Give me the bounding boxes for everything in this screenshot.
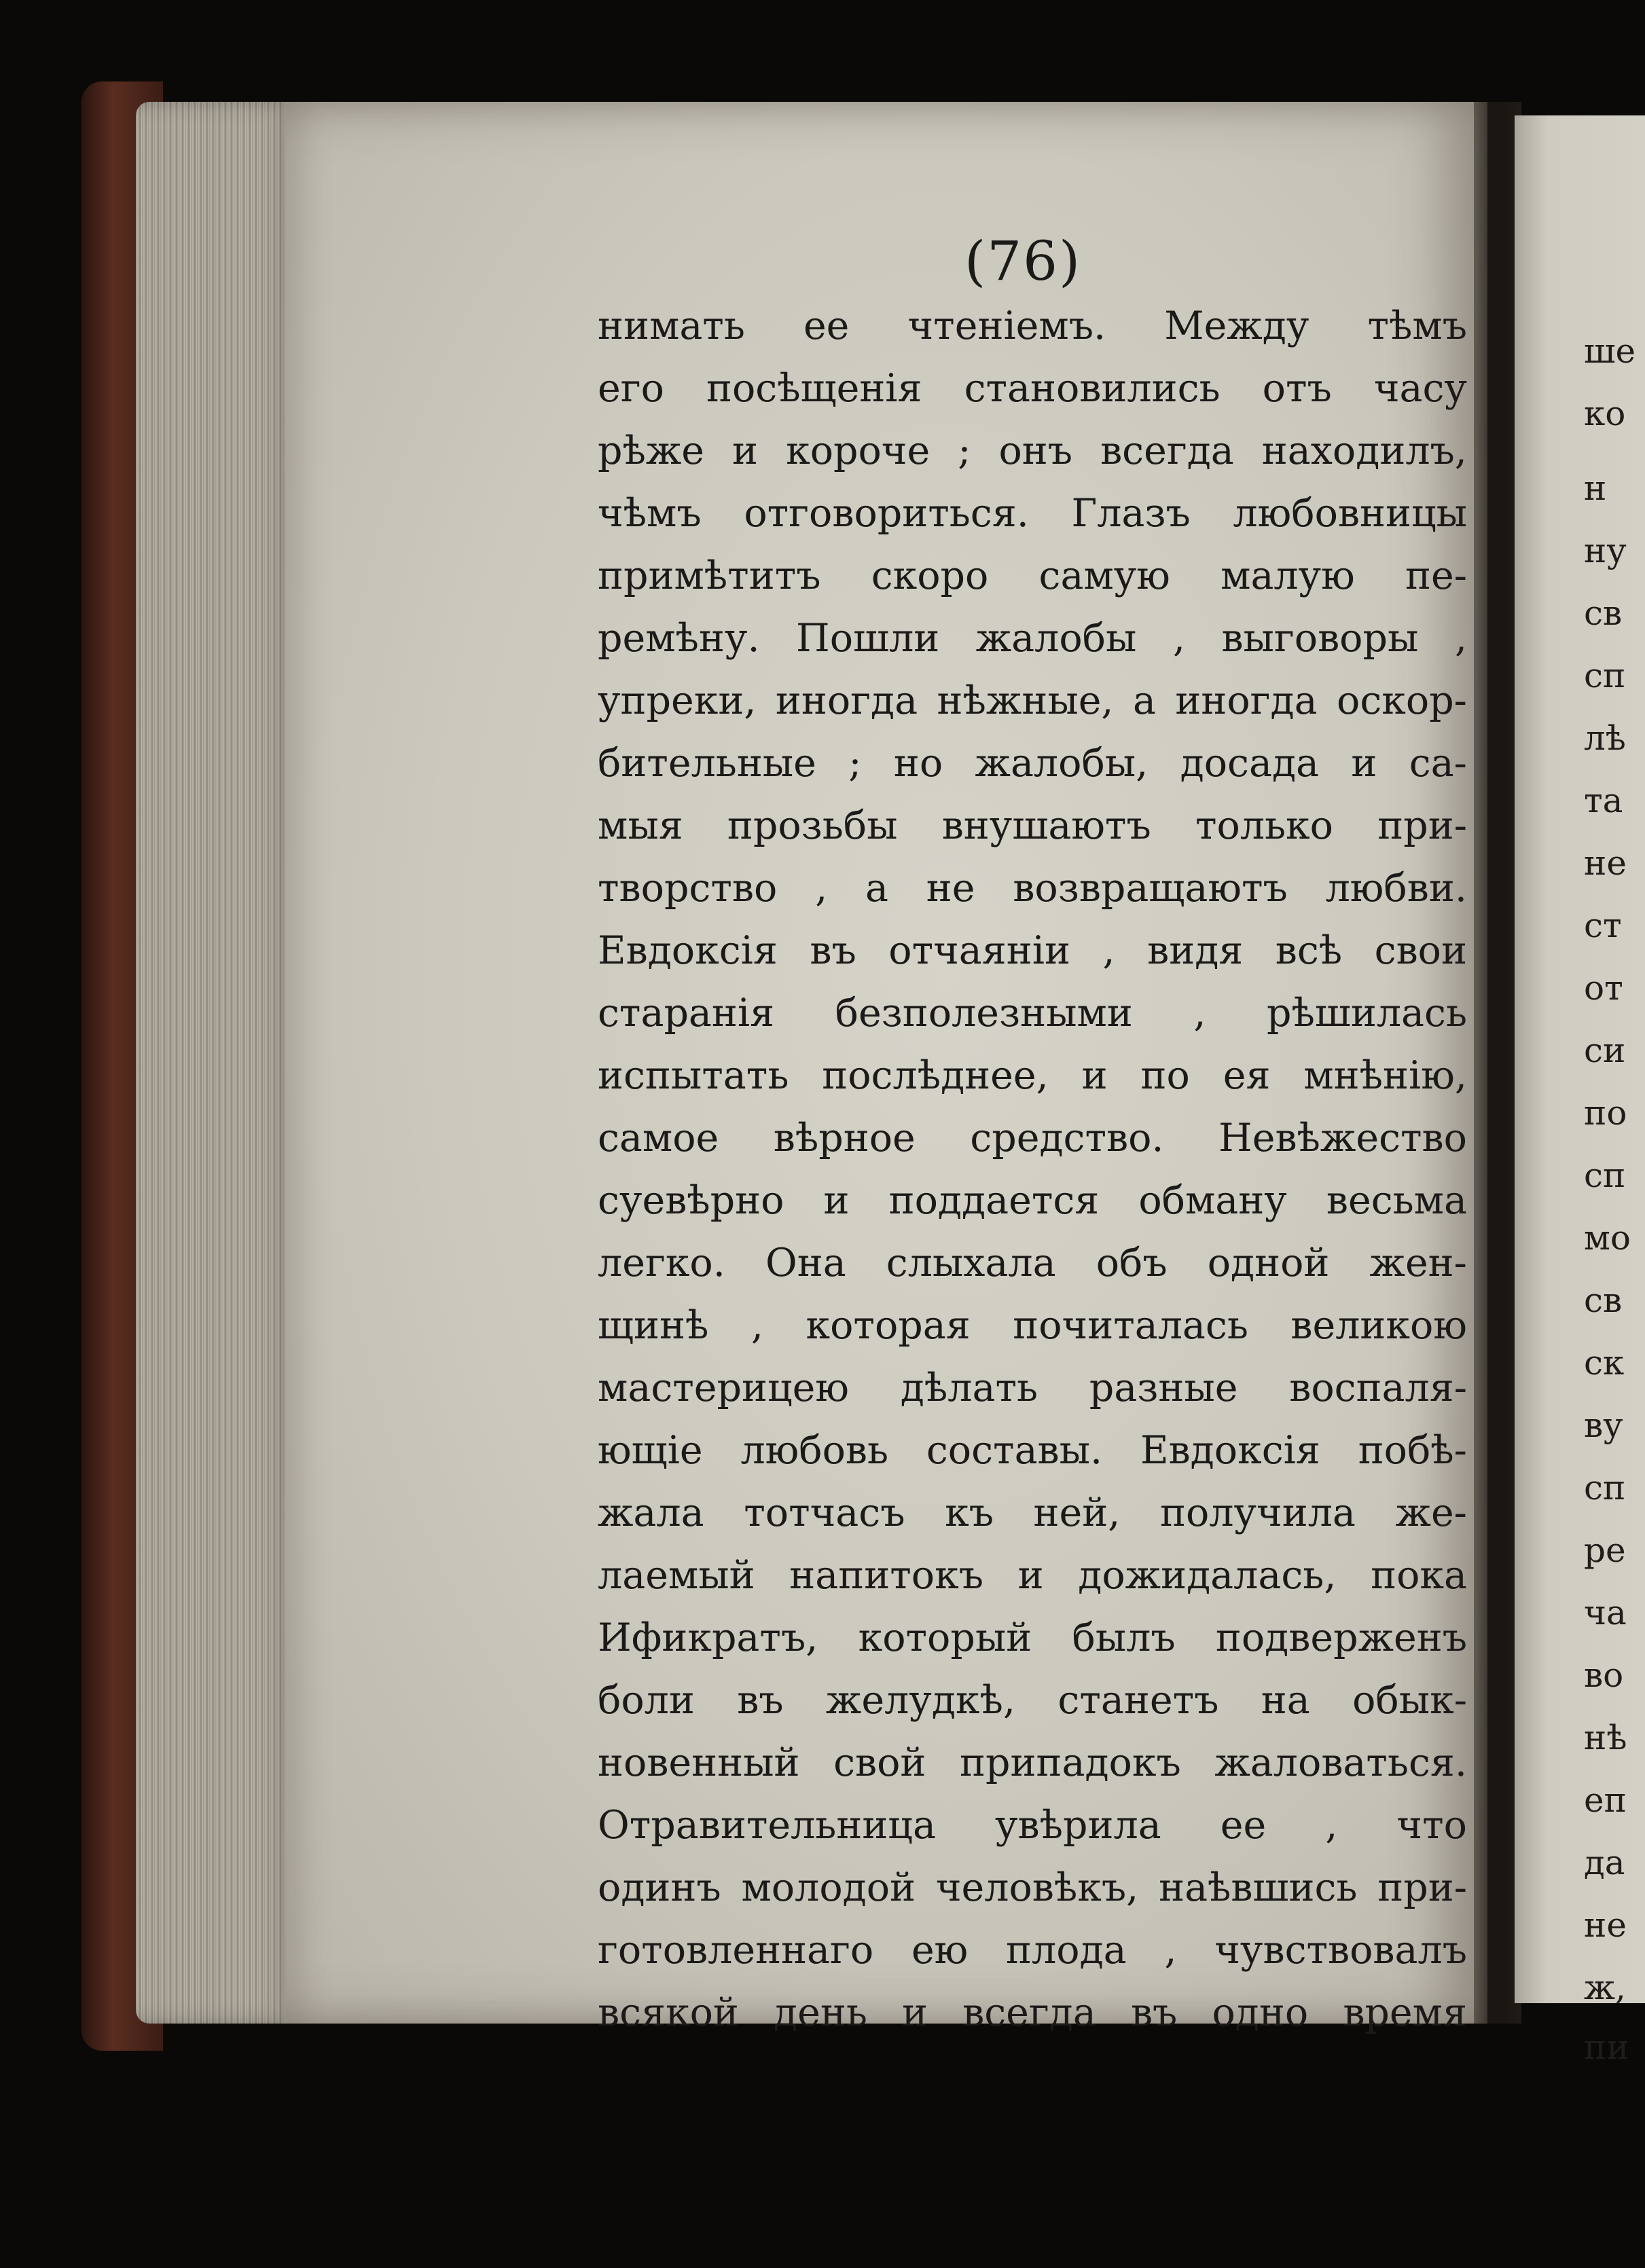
- facing-fragment: та: [1584, 781, 1623, 820]
- text-line: самое вѣрное средство. Невѣжество: [598, 1116, 1467, 1160]
- text-line: рѣже и короче ; онъ всегда находилъ,: [598, 428, 1467, 473]
- facing-fragment: от: [1584, 968, 1623, 1008]
- text-line: щинѣ , которая почиталась великою: [598, 1303, 1467, 1348]
- text-line: мыя прозьбы внушаютъ только при-: [598, 803, 1467, 848]
- facing-fragment: по: [1584, 1093, 1627, 1133]
- facing-fragment: си: [1584, 1031, 1626, 1070]
- text-line: боли въ желудкѣ, станетъ на обык-: [598, 1678, 1467, 1723]
- text-line: новенный свой припадокъ жаловаться.: [598, 1740, 1467, 1785]
- text-line: готовленнаго ею плода , чувствовалъ: [598, 1928, 1467, 1973]
- text-line: испытать послѣднее, и по ея мнѣнію,: [598, 1053, 1467, 1098]
- facing-fragment: ко: [1584, 394, 1626, 433]
- text-line: суевѣрно и поддается обману весьма: [598, 1178, 1467, 1223]
- text-line: мастерицею дѣлать разные воспаля-: [598, 1366, 1467, 1410]
- facing-fragment: еп: [1584, 1780, 1627, 1820]
- text-line: упреки, иногда нѣжные, а иногда оскор-: [598, 678, 1467, 723]
- text-line: одинъ молодой человѣкъ, наѣвшись при-: [598, 1865, 1467, 1910]
- facing-fragment: н: [1584, 469, 1607, 508]
- facing-fragment: ву: [1584, 1406, 1623, 1445]
- facing-fragment: не: [1584, 843, 1627, 883]
- text-line: старанія безполезными , рѣшилась: [598, 991, 1467, 1036]
- text-line: бительные ; но жалобы, досада и са-: [598, 741, 1467, 786]
- facing-fragment: ст: [1584, 906, 1622, 945]
- facing-fragment: во: [1584, 1656, 1624, 1695]
- facing-fragment: сп: [1584, 1468, 1626, 1507]
- facing-fragment: ре: [1584, 1531, 1626, 1570]
- text-line: творство , а не возвращаютъ любви.: [598, 866, 1467, 911]
- facing-fragment: лѣ: [1584, 718, 1626, 758]
- text-line: Евдоксія въ отчаяніи , видя всѣ свои: [598, 928, 1467, 973]
- facing-fragment: ча: [1584, 1593, 1627, 1632]
- text-line: ремѣну. Пошли жалобы , выговоры ,: [598, 616, 1467, 661]
- facing-fragment: ну: [1584, 531, 1627, 570]
- facing-fragment: св: [1584, 1281, 1623, 1320]
- text-line: всякой день и всегда въ одно время: [598, 1990, 1467, 2035]
- facing-fragment: ше: [1584, 331, 1636, 371]
- text-line: чѣмъ отговориться. Глазъ любовницы: [598, 491, 1467, 536]
- text-line: Ификратъ, который былъ подверженъ: [598, 1615, 1467, 1660]
- facing-fragment: ск: [1584, 1343, 1625, 1383]
- text-line: легко. Она слыхала объ одной жен-: [598, 1241, 1467, 1285]
- text-line: жала тотчасъ къ ней, получила же-: [598, 1490, 1467, 1535]
- facing-fragment: ж,: [1584, 1968, 1626, 2007]
- page-number: (76): [964, 230, 1082, 293]
- text-line: лаемый напитокъ и дожидалась, пока: [598, 1553, 1467, 1598]
- text-line: ющіе любовь составы. Евдоксія побѣ-: [598, 1428, 1467, 1473]
- facing-fragment: сп: [1584, 656, 1626, 695]
- text-line: его посѣщенія становились отъ часу: [598, 366, 1467, 411]
- text-line: примѣтитъ скоро самую малую пе-: [598, 553, 1467, 598]
- facing-fragment: нѣ: [1584, 1718, 1627, 1757]
- facing-fragment: сп: [1584, 1156, 1626, 1195]
- text-line: нимать ее чтеніемъ. Между тѣмъ: [598, 304, 1467, 348]
- page-fore-edge: [136, 102, 299, 2024]
- facing-fragment: не: [1584, 1905, 1627, 1945]
- text-line: Отравительница увѣрила ее , что: [598, 1803, 1467, 1848]
- facing-fragment: св: [1584, 593, 1623, 633]
- facing-fragment: мо: [1584, 1218, 1631, 1258]
- facing-fragment: пи: [1584, 2028, 1629, 2067]
- facing-fragment: да: [1584, 1843, 1625, 1882]
